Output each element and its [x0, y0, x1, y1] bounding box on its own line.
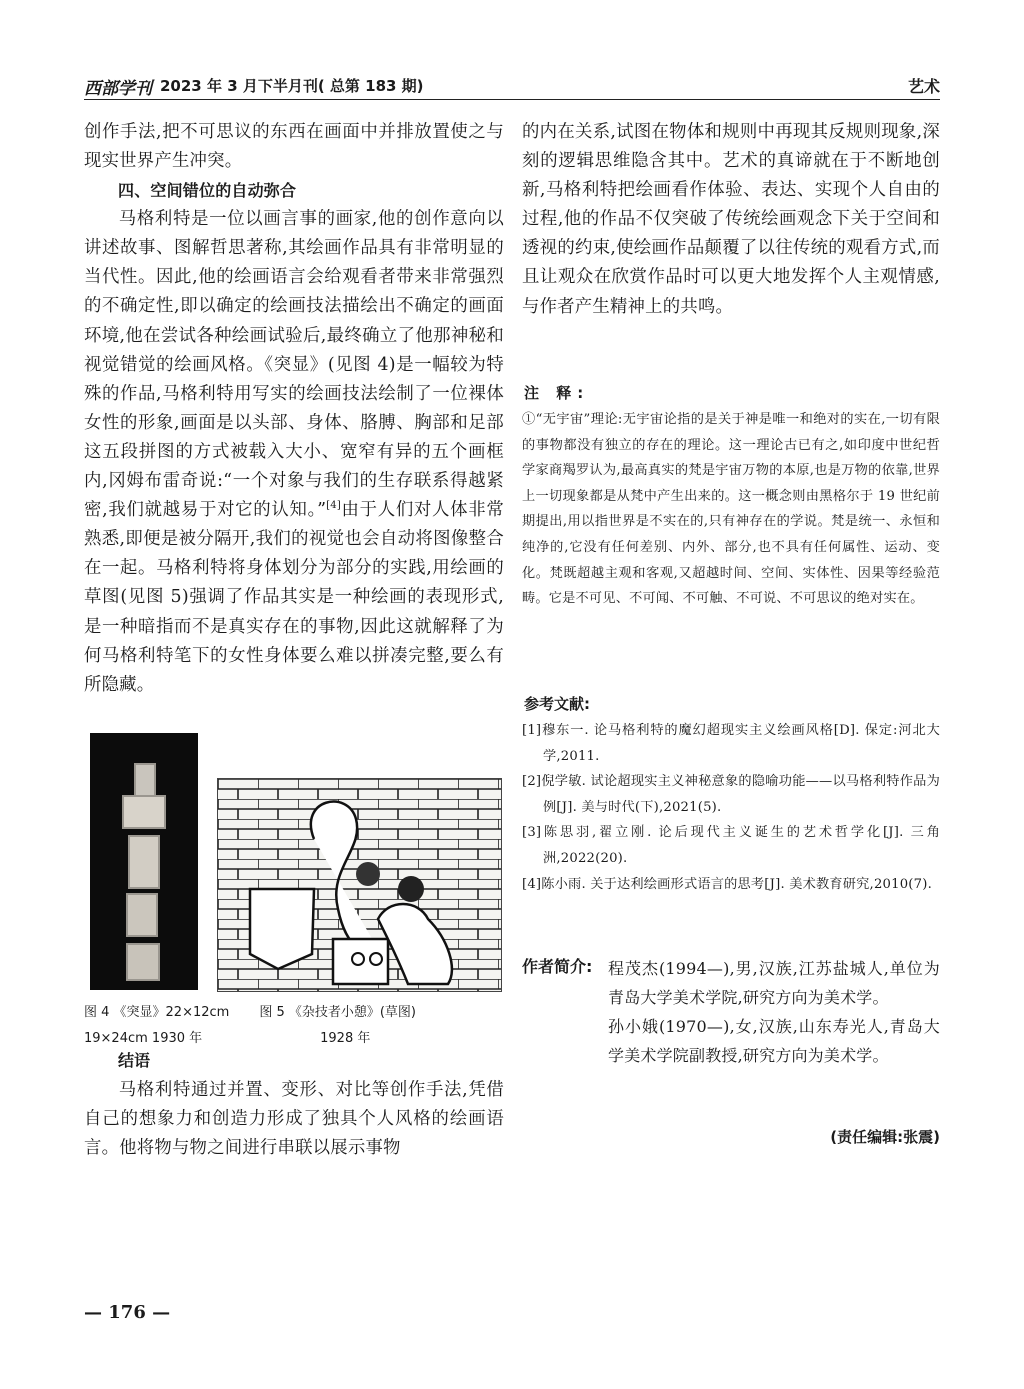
- figure-5-image: [217, 778, 502, 992]
- figure-4-caption-a: 图 4 《突显》22×12cm: [84, 1005, 230, 1020]
- paragraph-continued: 的内在关系,试图在物体和规则中再现其反规则现象,深刻的逻辑思维隐含其中。艺术的真谛就在于不断地创新,马格利特把绘画看作体验、表达、实现个人自由的过程,他的作品不仅突破了传统绘画观念下关于空间和透视的约束,使绘画作品颠覆了以往传统的观看方式,而且让观众在欣赏作品时可以更大地发挥个人主观情感,与作者产生精神上的共鸣。: [522, 122, 940, 317]
- figure-captions: [84, 1000, 504, 1052]
- paragraph-main-b: 由于人们对人体非常熟悉,即便是被分隔开,我们的视觉也会自动将图像整合在一起。马格利特将身体划分为部分的实践,用绘画的草图(见图 5)强调了作品其实是一种绘画的表现形式,是一种暗指而不是真实存在的事物,因此这就解释了为何马格利特笔下的女性身体要么难以拼凑完整,要么有所隐藏。: [84, 500, 504, 695]
- page-number: — 176 —: [84, 1302, 171, 1323]
- author-heading: 作者简介:: [522, 957, 593, 976]
- author-bio: 程茂杰(1994—),男,汉族,江苏盐城人,单位为青岛大学美术学院,研究方向为美术学。: [608, 959, 940, 1007]
- references-heading: 参考文献:: [524, 695, 590, 713]
- references-list: [522, 718, 940, 897]
- editor-credit: (责任编辑:张震): [830, 1128, 940, 1146]
- figure-4-image: [90, 733, 198, 990]
- author-bio: 孙小娥(1970—),女,汉族,山东寿光人,青岛大学美术学院副教授,研究方向为美术学。: [608, 1017, 940, 1065]
- figure-4-caption-b: 19×24cm 1930 年: [84, 1031, 203, 1046]
- header-rule: [84, 99, 940, 100]
- reference-item: [3]陈思羽,翟立刚. 论后现代主义诞生的艺术哲学化[J]. 三角洲,2022(20).: [522, 825, 940, 866]
- citation-4[interactable]: [4]: [326, 500, 341, 512]
- reference-item: [4]陈小雨. 关于达利绘画形式语言的思考[J]. 美术教育研究,2010(7).: [522, 876, 932, 892]
- conclusion-block: [84, 1076, 504, 1163]
- note-1: ①“无宇宙”理论:无宇宙论指的是关于神是唯一和绝对的实在,一切有限的事物都没有独立的存在的理论。这一理论古已有之,如印度中世纪哲学家商羯罗认为,最高真实的梵是宇宙万物的本原,也是万物的依靠,世界上一切现象都是从梵中产生出来的。这一概念则由黑格尔于 19 世纪前期提出,用以指世界是不实在的,只有神存在的学说。梵是统一、永恒和纯净的,它没有任何差别、内外、部分,也不具有任何属性、运动、变化。梵既超越主观和客观,又超越时间、空间、实体性、因果等经验范畴。它是不可见、不可闻、不可触、不可说、不可思议的绝对实在。: [522, 412, 940, 607]
- section-label: 艺术: [907, 77, 940, 96]
- conclusion-heading: 结语: [118, 1051, 151, 1070]
- paragraph-main-a: 马格利特是一位以画言事的画家,他的创作意向以讲述故事、图解哲思著称,其绘画作品具有非常明显的当代性。因此,他的绘画语言会给观看者带来非常强烈的不确定性,即以确定的绘画技法描绘出不确定的画面环境,他在尝试各种绘画试验后,最终确立了他那神秘和视觉错觉的绘画风格。《突显》(见图 4)是一幅较为特殊的作品,马格利特用写实的绘画技法绘制了一位裸体女性的形象,画面是以头部、身体、胳膊、胸部和足部这五段拼图的方式被载入大小、宽窄有异的五个画框内,冈姆布雷奇说:“一个对象与我们的生存联系得越紧密,我们就越易于对它的认知。”: [84, 209, 504, 521]
- paragraph-main: [84, 205, 504, 700]
- notes-block: [522, 407, 940, 612]
- figure-5-caption-a: 图 5 《杂技者小憩》(草图): [259, 1005, 417, 1020]
- notes-heading: 注 释:: [524, 384, 590, 402]
- reference-item: [2]倪学敏. 试论超现实主义神秘意象的隐喻功能——以马格利特作品为例[J]. 美与时代(下),2021(5).: [522, 774, 940, 815]
- conclusion-paragraph: 马格利特通过并置、变形、对比等创作手法,凭借自己的想象力和创造力形成了独具个人风格的绘画语言。他将物与物之间进行串联以展示事物: [84, 1080, 504, 1159]
- figures: [90, 733, 500, 993]
- right-column: [522, 118, 940, 322]
- issue-info: 2023 年 3 月下半月刊( 总第 183 期): [160, 77, 424, 95]
- section-heading: 四、空间错位的自动弥合: [118, 181, 297, 201]
- journal-name: 西部学刊: [84, 79, 152, 99]
- left-column: [84, 118, 504, 700]
- running-header: [84, 72, 940, 98]
- figure-5-caption-b: 1928 年: [320, 1031, 371, 1046]
- reference-item: [1]穆东一. 论马格利特的魔幻超现实主义绘画风格[D]. 保定:河北大学,2011.: [522, 723, 940, 764]
- paragraph-opening: 创作手法,把不可思议的东西在画面中并排放置使之与现实世界产生冲突。: [84, 122, 504, 172]
- author-bios: [608, 954, 940, 1070]
